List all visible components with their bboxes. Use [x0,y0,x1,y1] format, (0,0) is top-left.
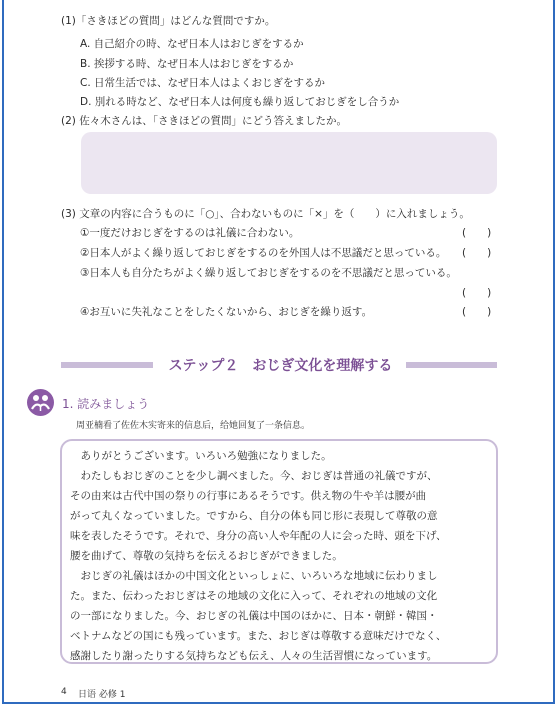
q3-item-2: ②日本人がよく繰り返しておじぎをするのを外国人は不思議だと思っている。 [80,247,447,259]
text-line-8: た。また、伝わったおじぎはその地域の文化に入って、それぞれの地域の文化 [70,590,438,602]
text-line-5: 味を表したそうです。それで、身分の高い人や年配の人に会った時、頭を下げ、 [70,530,447,542]
reading-instruction: 周亚楠看了佐佐木实寄来的信息后，给她回复了一条信息。 [76,421,311,431]
q3-answer-1[interactable]: ( ) [462,227,492,239]
q3-answer-2[interactable]: ( ) [462,247,492,259]
reading-icon [27,389,54,416]
page-number: 4 [61,687,67,697]
question-3: (3) 文章の内容に合うものに「○」、合わないものに「×」を（ ）に入れましょう。 [61,208,470,220]
q1-option-c: C. 日常生活では、なぜ日本人はよくおじぎをするか [80,77,326,89]
text-line-2: わたしもおじぎのことを少し調べました。今、おじぎは普通の礼儀ですが、 [70,470,438,482]
q1-option-b: B. 挨拶する時、なぜ日本人はおじぎをするか [80,58,294,70]
q3-item-3: ③日本人も自分たちがよく繰り返しておじぎをするのを不思議だと思っている。 [80,267,457,279]
text-line-1: ありがとうございます。いろいろ勉強になりました。 [70,450,332,462]
q1-option-d: D. 別れる時など、なぜ日本人は何度も繰り返しておじぎをし合うか [80,96,400,108]
text-line-9: の一部になりました。今、おじぎの礼儀は中国のほかに、日本・朝鮮・韓国・ [70,610,438,622]
reading-heading: 1. 読みましょう [62,397,150,411]
text-line-7: おじぎの礼儀はほかの中国文化といっしょに、いろいろな地域に伝わりまし [70,570,438,582]
text-line-4: がって丸くなっていました。ですから、自分の体も同じ形に表現して尊敬の意 [70,510,438,522]
text-line-6: 腰を曲げて、尊敬の気持ちを伝えるおじぎができました。 [70,550,343,562]
answer-field[interactable] [81,132,497,194]
question-2: (2) 佐々木さんは、「さきほどの質問」にどう答えましたか。 [61,115,347,127]
text-line-11: 感謝したり謝ったりする気持ちなども伝え、人々の生活習慣になっています。 [70,650,438,662]
textbook-page [2,0,555,704]
text-line-3: その由来は古代中国の祭りの行事にあるそうです。供え物の牛や羊は腰が曲 [70,490,427,502]
q3-item-1: ①一度だけおじぎをするのは礼儀に合わない。 [80,227,300,239]
q3-answer-3[interactable]: ( ) [462,287,492,299]
q3-item-4: ④お互いに失礼なことをしたくないから、おじぎを繰り返す。 [80,306,373,318]
step-title: ステップ２ おじぎ文化を理解する [168,358,393,374]
book-title: 日语 必修 1 [78,690,126,700]
question-1: (1)「さきほどの質問」はどんな質問ですか。 [61,15,276,27]
q1-option-a: A. 自己紹介の時、なぜ日本人はおじぎをするか [80,38,304,50]
text-line-10: ベトナムなどの国にも残っています。また、おじぎは尊敬する意味だけでなく、 [70,630,447,642]
q3-answer-4[interactable]: ( ) [462,306,492,318]
